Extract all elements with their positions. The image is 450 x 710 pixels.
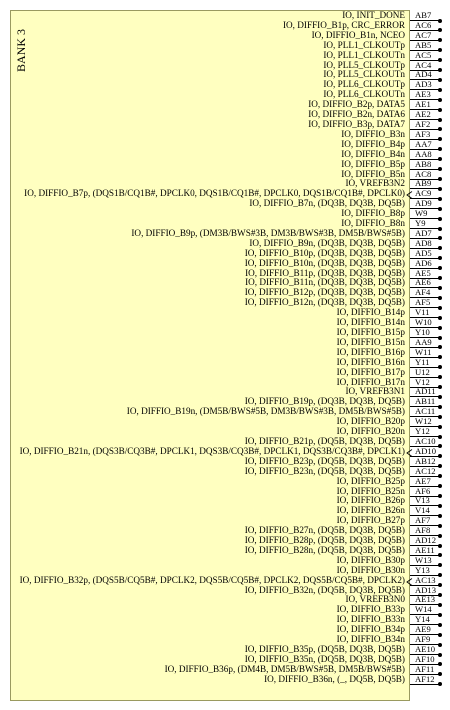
pin-signal-label: IO, DIFFIO_B10n, (DQ3B, DQ3B, DQ5B) — [244, 257, 405, 268]
pin-signal-label: IO, PLL1_CLKOUTn — [323, 49, 405, 60]
pin-number: AD8 — [415, 237, 432, 248]
pin-number: Y9 — [415, 218, 426, 229]
pin-number: AD12 — [415, 535, 437, 546]
pin-signal-label: IO, DIFFIO_B1p, CRC_ERROR — [282, 19, 405, 30]
pin-number: V13 — [415, 495, 430, 506]
pin-number: AA7 — [415, 138, 432, 149]
pin-number: W11 — [415, 346, 432, 357]
pin-signal-label: IO, DIFFIO_B15n — [336, 336, 405, 347]
pin-signal-label: IO, DIFFIO_B7p, (DQS1B/CQ1B#, DPCLK0, DQS1B/CQ1B#, DPCLK0, DQS1B/CQ1B#, DPCLK0) — [24, 188, 405, 199]
pin-number: AE3 — [415, 89, 431, 100]
pin-lead-line — [410, 684, 440, 685]
pin-signal-label: IO, DIFFIO_B25p — [336, 475, 405, 486]
pin-signal-label: IO, DIFFIO_B2p, DATA5 — [308, 99, 405, 110]
pin-signal-label: IO, DIFFIO_B2n, DATA6 — [308, 109, 405, 120]
pin-number: AE5 — [415, 267, 431, 278]
pin-signal-label: IO, DIFFIO_B3n — [341, 128, 405, 139]
pin-number: AC11 — [415, 406, 436, 417]
pin-number: AF3 — [415, 128, 431, 139]
pin-signal-label: IO, DIFFIO_B36n, (_, DQ5B, DQ5B) — [264, 673, 405, 684]
pin-number: AD5 — [415, 247, 432, 258]
pin-signal-label: IO, DIFFIO_B11n, (DQ3B, DQ3B, DQ5B) — [245, 277, 405, 288]
pin-number: AE7 — [415, 475, 431, 486]
pin-number: V12 — [415, 376, 430, 387]
pin-signal-label: IO, DIFFIO_B7n, (DQ3B, DQ3B, DQ5B) — [249, 198, 405, 209]
pin-number: AF6 — [415, 485, 431, 496]
pin-number: AF7 — [415, 515, 431, 526]
pin-signal-label: IO, DIFFIO_B20n — [336, 426, 405, 437]
pin-signal-label: IO, DIFFIO_B11p, (DQ3B, DQ3B, DQ5B) — [245, 267, 405, 278]
pin-number: W13 — [415, 554, 432, 565]
pin-signal-label: IO, DIFFIO_B34p — [336, 624, 405, 635]
pin-number: AE6 — [415, 277, 431, 288]
pin-number: AB9 — [415, 178, 432, 189]
pin-signal-label: IO, DIFFIO_B25n — [336, 485, 405, 496]
pin-signal-label: IO, DIFFIO_B12p, (DQ3B, DQ3B, DQ5B) — [244, 287, 405, 298]
pin-number: AF10 — [415, 653, 435, 664]
pin-signal-label: IO, DIFFIO_B35p, (DQ5B, DQ3B, DQ5B) — [244, 644, 405, 654]
pin-signal-label: IO, DIFFIO_B36p, (DM4B, DM5B/BWS#5B, DM5B/BWS#5B) — [164, 663, 405, 674]
pin-signal-label: IO, DIFFIO_B4n — [341, 148, 405, 159]
pin-signal-label: IO, DIFFIO_B21n, (DQS3B/CQ3B#, DPCLK1, DQS3B/CQ3B#, DPCLK1, DQS3B/CQ3B#, DPCLK1) — [19, 445, 405, 456]
pin-signal-label: IO, PLL5_CLKOUTp — [323, 59, 405, 70]
pin-signal-label: IO, PLL1_CLKOUTp — [323, 39, 405, 50]
pin-number: V14 — [415, 505, 430, 516]
pin-signal-label: IO, DIFFIO_B26n — [336, 505, 405, 516]
pin-number: AA9 — [415, 336, 432, 347]
pin-number: AD11 — [415, 386, 436, 397]
pin-number: AD4 — [415, 69, 432, 80]
pin-number: AD9 — [415, 198, 432, 209]
pin-number: AD7 — [415, 227, 432, 238]
pin-signal-label: IO, DIFFIO_B5n — [341, 168, 405, 179]
pin-number: AF5 — [415, 297, 431, 308]
pin-number: AD6 — [415, 257, 432, 268]
pin-signal-label: IO, DIFFIO_B33n — [336, 614, 405, 625]
pin-signal-label: IO, DIFFIO_B4p — [341, 138, 405, 149]
pin-signal-label: IO, DIFFIO_B19n, (DM5B/BWS#5B, DM3B/BWS#3B, DM5B/BWS#5B) — [126, 406, 405, 417]
pin-number: AC6 — [415, 19, 432, 30]
pin-signal-label: IO, DIFFIO_B1n, NCEO — [311, 29, 405, 40]
pin-signal-label: IO, DIFFIO_B10p, (DQ3B, DQ3B, DQ5B) — [244, 247, 405, 258]
pin-number: AA8 — [415, 148, 432, 159]
pin-number: Y11 — [415, 356, 430, 367]
pin-signal-label: IO, DIFFIO_B8n — [341, 218, 405, 229]
pin-signal-label: IO, DIFFIO_B34n — [336, 634, 405, 645]
pin-signal-label: IO, DIFFIO_B8p — [341, 208, 405, 219]
pin-number: Y13 — [415, 564, 430, 575]
pin-number: Y14 — [415, 614, 430, 625]
pin-signal-label: IO, DIFFIO_B23n, (DQ5B, DQ3B, DQ5B) — [244, 465, 405, 476]
pin-endpoint-dot — [438, 682, 442, 686]
pin-signal-label: IO, INIT_DONE — [342, 10, 405, 20]
pin-signal-label: IO, PLL5_CLKOUTn — [323, 69, 405, 80]
pin-signal-label: IO, DIFFIO_B28n, (DQ5B, DQ3B, DQ5B) — [244, 544, 405, 555]
pin-signal-label: IO, DIFFIO_B15p — [336, 327, 405, 337]
pin-signal-label: IO, DIFFIO_B17p — [336, 366, 405, 377]
pin-signal-label: IO, DIFFIO_B30n — [336, 564, 405, 575]
pin-signal-label: IO, VREFB3N2 — [345, 178, 405, 189]
pin-signal-label: IO, DIFFIO_B9p, (DM3B/BWS#3B, DM3B/BWS#3B, DM5B/BWS#5B) — [131, 227, 405, 238]
pin-number: AE11 — [415, 544, 435, 555]
pin-number: AE13 — [415, 594, 436, 605]
pin-signal-label: IO, DIFFIO_B35n, (DQ5B, DQ3B, DQ5B) — [244, 653, 405, 664]
pin-number: AB12 — [415, 455, 436, 466]
pin-number: AE2 — [415, 109, 431, 120]
pin-signal-label: IO, DIFFIO_B32p, (DQS5B/CQ5B#, DPCLK2, DQS5B/CQ5B#, DPCLK2, DQS5B/CQ5B#, DPCLK2) — [19, 574, 405, 585]
pin-number: Y10 — [415, 327, 430, 337]
pin-number: AC13 — [415, 574, 436, 585]
pin-signal-label: IO, DIFFIO_B32n, (DQ5B, DQ3B, DQ5B) — [244, 584, 405, 595]
pin-signal-label: IO, DIFFIO_B26p — [336, 495, 405, 506]
pin-number: AF12 — [415, 673, 435, 684]
pin-number: AF2 — [415, 118, 431, 129]
pin-signal-label: IO, DIFFIO_B3p, DATA7 — [308, 118, 405, 129]
pin-number: W12 — [415, 416, 432, 427]
pin-number: AE1 — [415, 99, 431, 110]
pin-number: AB7 — [415, 10, 432, 20]
pin-signal-label: IO, DIFFIO_B28p, (DQ5B, DQ3B, DQ5B) — [244, 535, 405, 546]
pin-signal-label: IO, DIFFIO_B19p, (DQ3B, DQ3B, DQ5B) — [244, 396, 405, 407]
pin-number: W10 — [415, 317, 432, 328]
bank-label: BANK 3 — [14, 28, 28, 72]
pin-number: AE10 — [415, 644, 436, 654]
pin-signal-label: IO, DIFFIO_B16n — [336, 356, 405, 367]
pin-signal-label: IO, DIFFIO_B30p — [336, 554, 405, 565]
pin-number: AE9 — [415, 624, 431, 635]
pin-signal-label: IO, DIFFIO_B16p — [336, 346, 405, 357]
pin-signal-label: IO, DIFFIO_B27p — [336, 515, 405, 526]
pin-signal-label: IO, DIFFIO_B20p — [336, 416, 405, 427]
pin-number: AC10 — [415, 435, 436, 446]
pin-number: AB11 — [415, 396, 436, 407]
pin-number: AC5 — [415, 49, 432, 60]
pin-signal-label: IO, PLL6_CLKOUTn — [323, 89, 405, 100]
pin-row — [0, 673, 450, 686]
pin-number: AC4 — [415, 59, 432, 70]
pin-number: AF4 — [415, 287, 431, 298]
pin-signal-label: IO, DIFFIO_B23p, (DQ5B, DQ3B, DQ5B) — [244, 455, 405, 466]
pin-signal-label: IO, DIFFIO_B12n, (DQ3B, DQ3B, DQ5B) — [244, 297, 405, 308]
pin-list — [0, 12, 450, 686]
pin-signal-label: IO, PLL6_CLKOUTp — [323, 79, 405, 90]
pin-number: AF11 — [415, 663, 435, 674]
pin-number: AC9 — [415, 188, 432, 199]
pin-number: AD13 — [415, 584, 437, 595]
pin-number: U12 — [415, 366, 430, 377]
pin-signal-label: IO, DIFFIO_B9n, (DQ3B, DQ3B, DQ5B) — [249, 237, 405, 248]
pin-number: W9 — [415, 208, 428, 219]
pin-number: AF8 — [415, 525, 431, 536]
pin-number: AD10 — [415, 445, 437, 456]
pin-number: AB5 — [415, 39, 432, 50]
pin-signal-label: IO, DIFFIO_B33p — [336, 604, 405, 615]
pin-signal-label: IO, VREFB3N0 — [345, 594, 405, 605]
pin-number: AC8 — [415, 168, 432, 179]
pin-signal-label: IO, DIFFIO_B21p, (DQ5B, DQ3B, DQ5B) — [244, 435, 405, 446]
pin-number: Y12 — [415, 426, 430, 437]
pin-signal-label: IO, DIFFIO_B17n — [336, 376, 405, 387]
pin-number: AD3 — [415, 79, 432, 90]
pin-signal-label: IO, DIFFIO_B14n — [336, 317, 405, 328]
pin-number: V11 — [415, 307, 430, 318]
pin-number: AC7 — [415, 29, 432, 40]
pin-signal-label: IO, DIFFIO_B14p — [336, 307, 405, 318]
pin-number: AB8 — [415, 158, 432, 169]
pin-number: AF9 — [415, 634, 431, 645]
pin-signal-label: IO, VREFB3N1 — [345, 386, 405, 397]
pin-signal-label: IO, DIFFIO_B5p — [341, 158, 405, 169]
pin-signal-label: IO, DIFFIO_B27n, (DQ5B, DQ3B, DQ5B) — [244, 525, 405, 536]
pin-number: AC12 — [415, 465, 436, 476]
pin-number: W14 — [415, 604, 432, 615]
